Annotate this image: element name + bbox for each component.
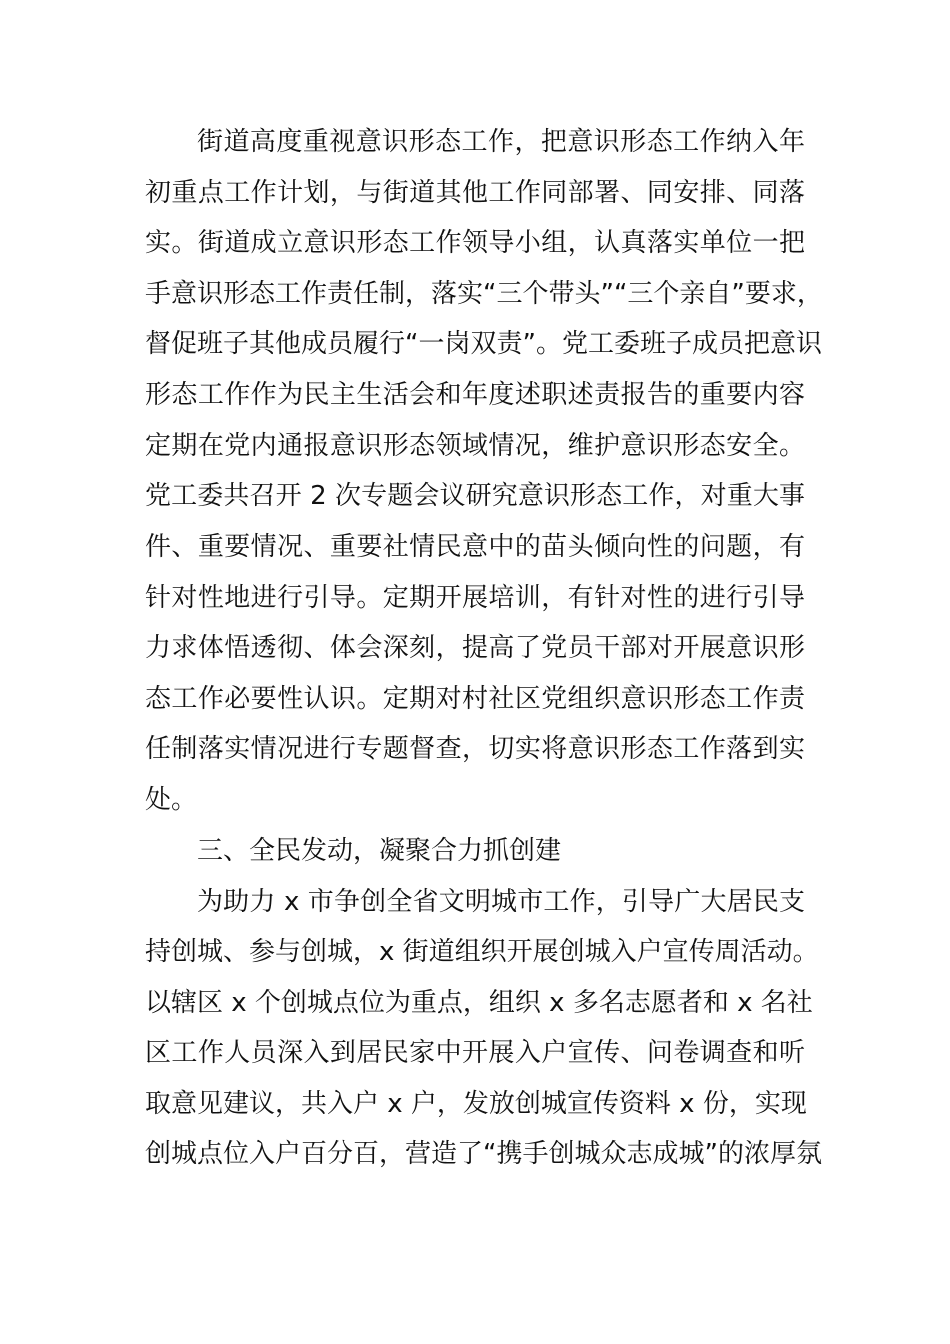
paragraph-1-line-5: 督促班子其他成员履行“一岗双责”。党工委班子成员把意识 [145, 329, 822, 359]
paragraph-2-line-5: 取意见建议，共入户 x 户，发放创城宣传资料 x 份，实现 [145, 1089, 807, 1119]
paragraph-1-line-9: 件、重要情况、重要社情民意中的苗头倾向性的问题，有 [145, 532, 805, 562]
section-heading: 三、全民发动，凝聚合力抓创建 [197, 836, 562, 866]
paragraph-1-line-11: 力求体悟透彻、体会深刻，提高了党员干部对开展意识形 [145, 633, 805, 663]
paragraph-1-line-8: 党工委共召开 2 次专题会议研究意识形态工作，对重大事 [145, 481, 805, 511]
paragraph-2-line-6: 创城点位入户百分百，营造了“携手创城众志成城”的浓厚氛 [145, 1139, 822, 1169]
paragraph-1-line-6: 形态工作作为民主生活会和年度述职述责报告的重要内容 [145, 380, 805, 410]
paragraph-2-line-4: 区工作人员深入到居民家中开展入户宣传、问卷调查和听 [145, 1038, 805, 1068]
paragraph-2-line-2: 持创城、参与创城，x 街道组织开展创城入户宣传周活动。 [145, 937, 819, 967]
paragraph-1-line-12: 态工作必要性认识。定期对村社区党组织意识形态工作责 [145, 684, 805, 714]
paragraph-1-line-2: 初重点工作计划，与街道其他工作同部署、同安排、同落 [145, 178, 805, 208]
paragraph-2-line-3: 以辖区 x 个创城点位为重点，组织 x 多名志愿者和 x 名社 [145, 988, 813, 1018]
paragraph-2-line-1: 为助力 x 市争创全省文明城市工作，引导广大居民支 [197, 887, 805, 917]
paragraph-1-line-4: 手意识形态工作责任制，落实“三个带头”“三个亲自”要求， [145, 279, 823, 309]
paragraph-1-line-14: 处。 [145, 785, 198, 815]
paragraph-1-line-1: 街道高度重视意识形态工作，把意识形态工作纳入年 [197, 127, 805, 157]
paragraph-1-line-3: 实。街道成立意识形态工作领导小组，认真落实单位一把 [145, 228, 805, 258]
paragraph-1-line-13: 任制落实情况进行专题督查，切实将意识形态工作落到实 [145, 734, 805, 764]
paragraph-1-line-10: 针对性地进行引导。定期开展培训，有针对性的进行引导 [145, 583, 805, 613]
paragraph-1-line-7: 定期在党内通报意识形态领域情况，维护意识形态安全。 [145, 431, 805, 461]
